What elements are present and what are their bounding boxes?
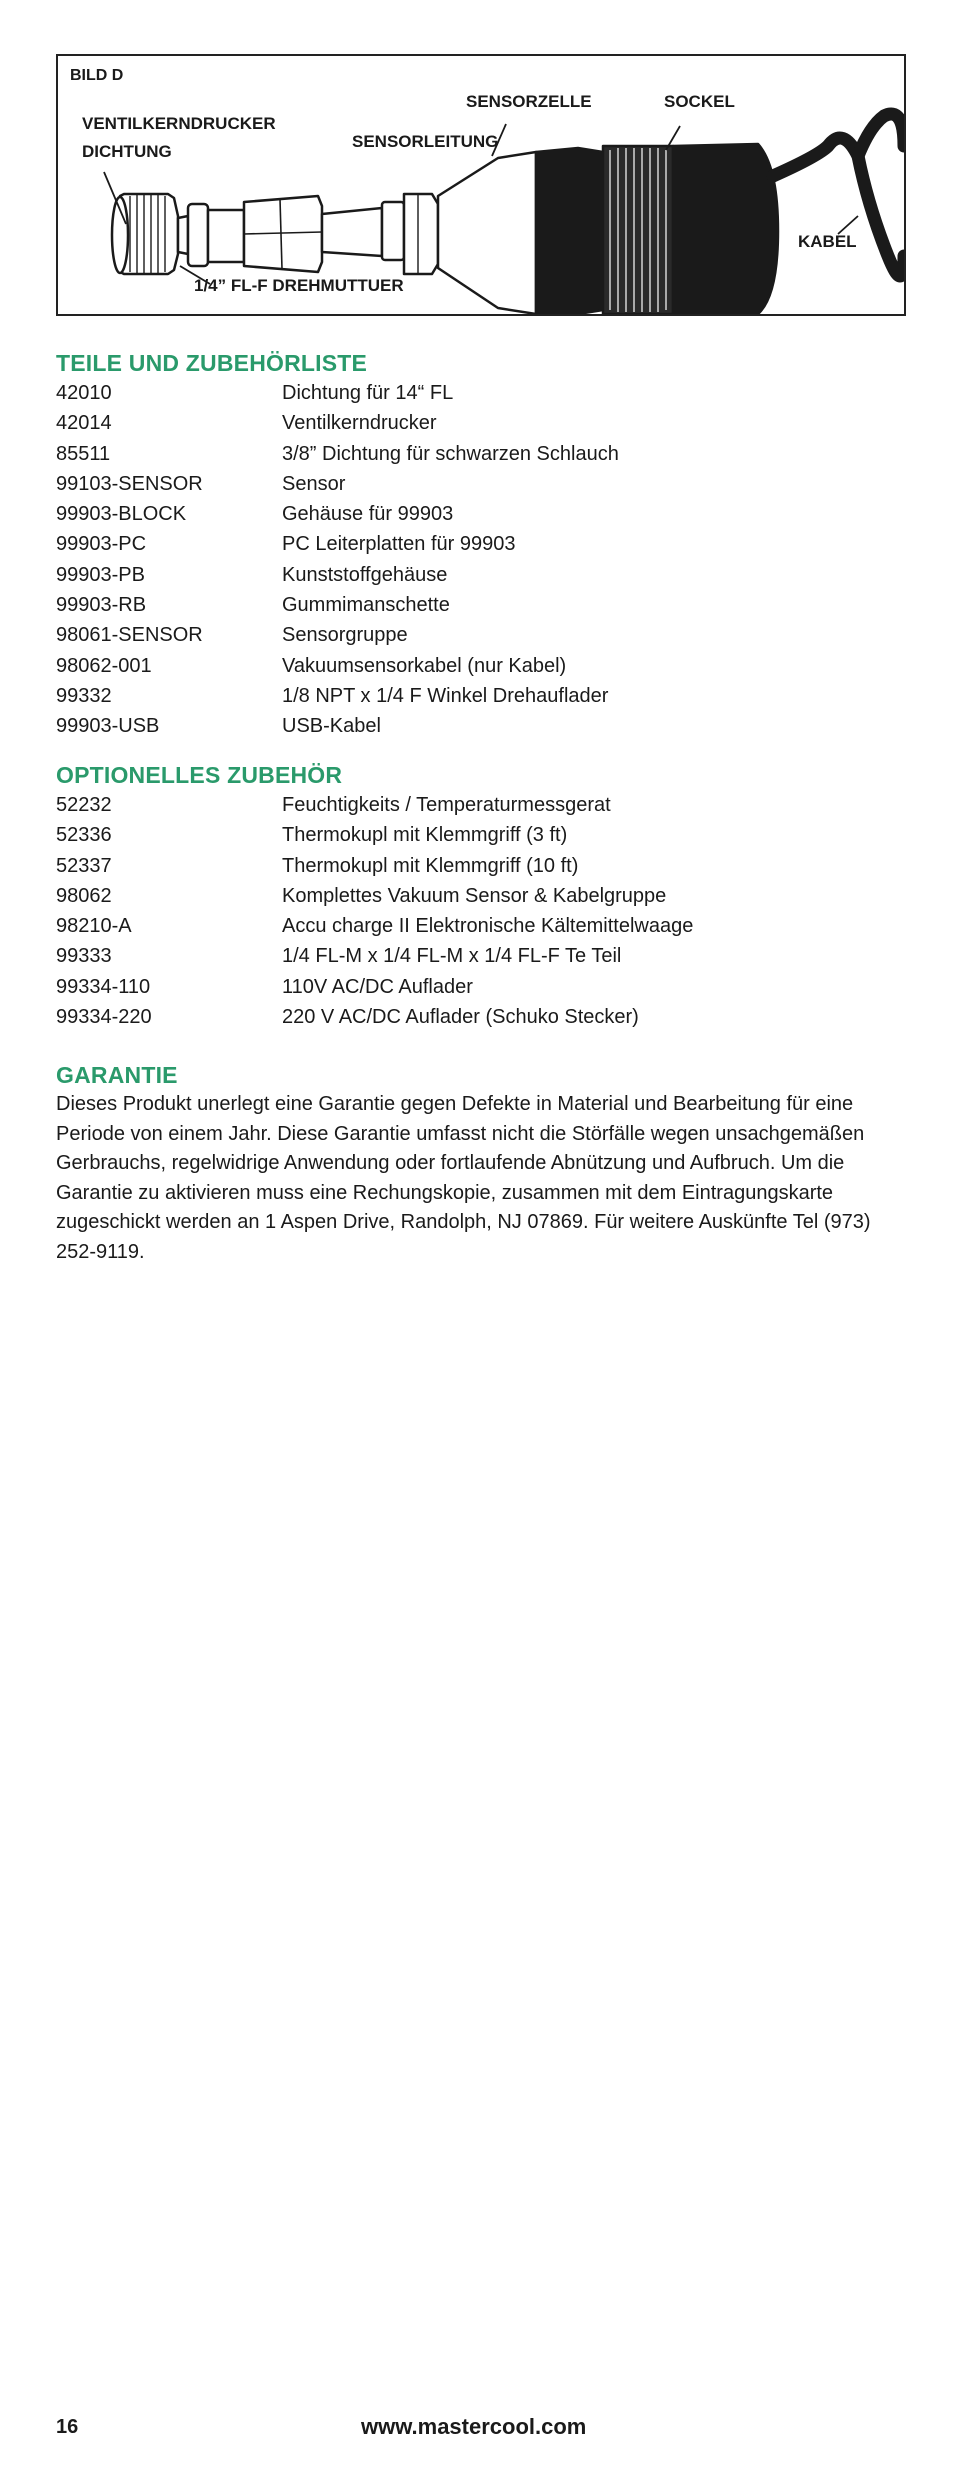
part-description: Accu charge II Elektronische Kältemittelwaage	[282, 915, 694, 938]
optional-section	[56, 760, 906, 1032]
part-description: USB-Kabel	[282, 715, 381, 738]
warranty-section	[56, 1060, 906, 1267]
part-number: 85511	[56, 442, 111, 465]
parts-list	[56, 378, 906, 742]
list-item	[56, 439, 906, 469]
list-item	[56, 911, 906, 941]
part-description: Ventilkerndrucker	[282, 412, 437, 435]
part-description: Vakuumsensorkabel (nur Kabel)	[282, 654, 567, 677]
part-number: 98062	[56, 884, 112, 907]
label-valve-core-depressor: VENTILKERNDRUCKER	[82, 114, 276, 133]
part-number: 99334-110	[56, 975, 151, 998]
list-item	[56, 711, 906, 741]
part-number: 42014	[56, 412, 112, 435]
optional-title: OPTIONELLES ZUBEHÖR	[56, 762, 343, 788]
parts-section	[56, 348, 906, 742]
list-item	[56, 378, 906, 408]
part-description: Komplettes Vakuum Sensor & Kabelgruppe	[282, 884, 667, 907]
optional-list	[56, 790, 906, 1032]
footer-url: www.mastercool.com	[361, 2414, 587, 2439]
label-cable: KABEL	[798, 232, 857, 251]
list-item	[56, 1002, 906, 1032]
list-item	[56, 620, 906, 650]
part-description: Thermokupl mit Klemmgriff (10 ft)	[282, 854, 579, 877]
label-socket: SOCKEL	[664, 92, 735, 111]
label-sensor-cell: SENSORZELLE	[466, 92, 592, 111]
part-number: 99903-BLOCK	[56, 503, 187, 526]
part-description: 1/8 NPT x 1/4 F Winkel Drehauflader	[282, 684, 609, 707]
part-description: 110V AC/DC Auflader	[282, 975, 473, 998]
part-number: 52336	[56, 824, 112, 847]
part-number: 52232	[56, 794, 112, 816]
list-item	[56, 651, 906, 681]
part-description: Thermokupl mit Klemmgriff (3 ft)	[282, 824, 568, 847]
list-item	[56, 820, 906, 850]
list-item	[56, 681, 906, 711]
list-item	[56, 790, 906, 820]
label-sensor-line: SENSORLEITUNG	[352, 132, 499, 151]
list-item	[56, 529, 906, 559]
part-number: 99903-PB	[56, 563, 145, 586]
list-item	[56, 972, 906, 1002]
part-description: PC Leiterplatten für 99903	[282, 533, 516, 556]
list-item	[56, 881, 906, 911]
part-description: 3/8” Dichtung für schwarzen Schlauch	[282, 442, 619, 465]
part-number: 52337	[56, 854, 112, 877]
part-number: 98210-A	[56, 915, 132, 938]
part-description: Sensorgruppe	[282, 624, 408, 647]
warranty-text: Dieses Produkt unerlegt eine Garantie gegen Defekte in Material und Bearbeitung für eine Periode von einem Jahr. Diese Garantie umfasst nicht die Störfälle wegen unsachgemäßen Gerbrauchs, regelwidrige Anwendung oder fortlaufende Abnützung und Aufbruch. Um die Garantie zu aktivieren muss eine Rechungskopie, zusammen mit dem Eintragungskarte zugeschickt werden an 1 Aspen Drive, Randolph, NJ 07869. Für weitere Auskünfte Tel (973) 252-9119.	[56, 1093, 871, 1263]
part-number: 99334-220	[56, 1006, 152, 1029]
list-item	[56, 560, 906, 590]
list-item	[56, 590, 906, 620]
list-item	[56, 941, 906, 971]
list-item	[56, 408, 906, 438]
part-number: 98062-001	[56, 654, 152, 677]
list-item	[56, 851, 906, 881]
list-item	[56, 499, 906, 529]
part-number: 99103-SENSOR	[56, 472, 203, 495]
part-number: 98061-SENSOR	[56, 624, 203, 647]
part-description: 1/4 FL-M x 1/4 FL-M x 1/4 FL-F Te Teil	[282, 945, 622, 968]
part-description: Dichtung für 14“ FL	[282, 382, 454, 404]
list-item	[56, 469, 906, 499]
part-description: Gummimanschette	[282, 594, 450, 617]
part-number: 42010	[56, 382, 112, 404]
part-number: 99333	[56, 945, 112, 968]
part-number: 99332	[56, 684, 112, 707]
part-description: Kunststoffgehäuse	[282, 563, 448, 586]
part-number: 99903-PC	[56, 533, 147, 556]
parts-title: TEILE UND ZUBEHÖRLISTE	[56, 350, 368, 376]
part-number: 99903-USB	[56, 715, 160, 738]
warranty-title: GARANTIE	[56, 1062, 178, 1088]
figure-d	[56, 54, 906, 316]
part-number: 99903-RB	[56, 594, 147, 617]
part-description: Gehäuse für 99903	[282, 503, 454, 526]
page-number: 16	[56, 2416, 79, 2438]
part-description: Feuchtigkeits / Temperaturmessgerat	[282, 794, 611, 816]
label-seal: DICHTUNG	[82, 142, 172, 161]
label-swivel-nut: 1/4” FL-F DREHMUTTUER	[194, 276, 404, 295]
figure-title: BILD D	[70, 67, 124, 84]
part-description: Sensor	[282, 472, 346, 495]
part-description: 220 V AC/DC Auflader (Schuko Stecker)	[282, 1006, 639, 1029]
